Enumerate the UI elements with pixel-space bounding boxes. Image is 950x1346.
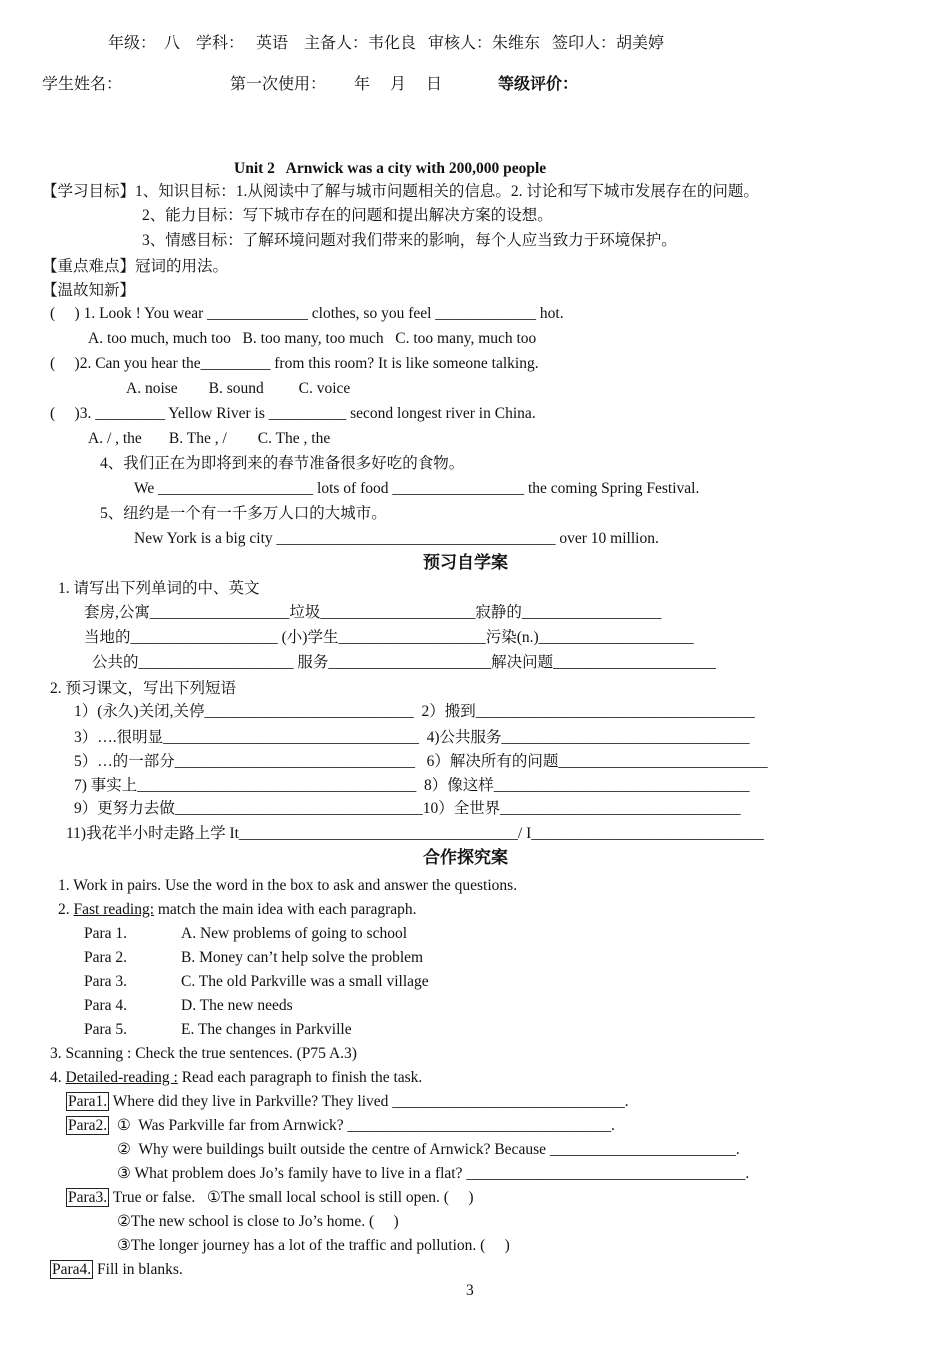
grade-eval-label: 等级评价： [498,76,579,93]
review-q5: 5、纽约是一个有一千多万人口的大城市。 [100,505,387,522]
goal-line-2: 2、能力目标：写下城市存在的问题和提出解决方案的设想。 [142,207,553,224]
goal-line-3: 3、情感目标：了解环境问题对我们带来的影响，每个人应当致力于环境保护。 [142,232,677,249]
page-number: 3 [466,1282,474,1299]
para-label: Para 4. [84,997,128,1014]
phrase-row-4: 7) 事实上____________________________________ 8）像这样_________________________________ [74,777,750,794]
para4-instruction: Fill in blanks. [93,1261,183,1278]
coop-task-4 [50,1068,422,1088]
para3-box-label: Para3. [68,1189,108,1206]
para-main-idea: A. New problems of going to school [181,925,408,942]
word-row-2: 当地的___________________ (小)学生___________________污染(n.)____________________ [84,629,694,646]
coop-heading: 合作探究案 [423,848,508,868]
para3-task [66,1188,474,1208]
para4-task [50,1260,183,1280]
word-row-3: 公共的____________________ 服务_____________________解决问题_____________________ [92,654,716,671]
para-label: Para 2. [84,949,128,966]
review-q1: ( ) 1. Look ! You wear _____________ clothes, so you feel _____________ hot. [50,305,564,322]
review-q3: ( )3. _________ Yellow River is __________ second longest river in China. [50,405,536,422]
review-q4-english: We ____________________ lots of food _________________ the coming Spring Festival. [134,480,700,497]
fast-reading-label: Fast reading: [73,901,154,918]
coop-task-4-text: Read each paragraph to finish the task. [177,1069,423,1086]
coop-task-1: 1. Work in pairs. Use the word in the box to ask and answer the questions. [58,877,518,894]
para2-box-label: Para2. [68,1117,108,1134]
preview-task-2: 2. 预习课文，写出下列短语 [50,680,237,697]
para-main-idea: B. Money can’t help solve the problem [181,949,424,966]
key-points: 【重点难点】冠词的用法。 [42,258,229,275]
goal-line-1: 【学习目标】1、知识目标：1.从阅读中了解与城市问题相关的信息。2. 讨论和写下城市发展存在的问题。 [42,183,759,200]
review-q1-options: A. too much, much too B. too many, too much C. too many, much too [88,330,537,347]
para4-box-label: Para4. [52,1261,92,1278]
para1-box-label: Para1. [68,1093,108,1110]
para2-question-3: ③ What problem does Jo’s family have to live in a flat? ____________________________________. [117,1165,750,1182]
para3-question-3: ③The longer journey has a lot of the traffic and pollution. ( ) [117,1237,510,1254]
para-label: Para 5. [84,1021,128,1038]
phrase-row-1: 1）(永久)关闭,关停___________________________ 2）搬到____________________________________ [74,703,755,720]
para-label: Para 1. [84,925,128,942]
student-name-label: 学生姓名： [42,76,123,93]
para3-question-1: True or false. ①The small local school is still open. ( ) [109,1189,474,1206]
para3-question-2: ②The new school is close to Jo’s home. ( ) [117,1213,399,1230]
phrase-row-3: 5）…的一部分_______________________________ 6）解决所有的问题___________________________ [74,753,768,770]
coop-task-4-number: 4. [50,1069,66,1086]
first-use-label: 第一次使用： 年 月 日 [230,76,443,93]
para-main-idea: C. The old Parkville was a small village [181,973,429,990]
para2-question-2: ② Why were buildings built outside the centre of Arnwick? Because ________________________. [117,1141,740,1158]
para2-task [66,1116,615,1136]
phrase-row-6: 11)我花半小时走路上学 It____________________________________/ I______________________________ [66,825,764,842]
review-q4: 4、我们正在为即将到来的春节准备很多好吃的食物。 [100,455,465,472]
word-row-1: 套房,公寓__________________垃圾____________________寂静的__________________ [84,604,662,621]
review-q3-options: A. / , the B. The , / C. The , the [88,430,331,447]
preview-heading: 预习自学案 [423,553,508,573]
para-main-idea: D. The new needs [181,997,293,1014]
phrase-row-5: 9）更努力去做________________________________10）全世界_______________________________ [74,800,741,817]
coop-task-2-text: match the main idea with each paragraph. [154,901,417,918]
review-label: 【温故知新】 [42,282,136,299]
review-q5-english: New York is a big city ____________________________________ over 10 million. [134,530,659,547]
unit-title: Unit 2 Arnwick was a city with 200,000 people [234,160,547,177]
detailed-reading-label: Detailed-reading : [65,1069,178,1086]
phrase-row-2: 3）….很明显_________________________________ 4)公共服务________________________________ [74,729,750,746]
para1-question: Where did they live in Parkville? They lived ______________________________. [109,1093,629,1110]
header-line: 年级： 八 学科： 英语 主备人：韦化良 审核人：朱维东 签印人：胡美婷 [108,35,665,52]
para1-task [66,1092,629,1112]
preview-task-1: 1. 请写出下列单词的中、英文 [58,580,260,597]
coop-task-2 [58,900,417,920]
review-q2-options: A. noise B. sound C. voice [126,380,351,397]
review-q2: ( )2. Can you hear the_________ from this room? It is like someone talking. [50,355,539,372]
coop-task-3: 3. Scanning : Check the true sentences. (P75 A.3) [50,1045,357,1062]
para-label: Para 3. [84,973,128,990]
para2-question-1: ① Was Parkville far from Arnwick? __________________________________. [109,1117,615,1134]
para-main-idea: E. The changes in Parkville [181,1021,352,1038]
coop-task-2-number: 2. [58,901,74,918]
